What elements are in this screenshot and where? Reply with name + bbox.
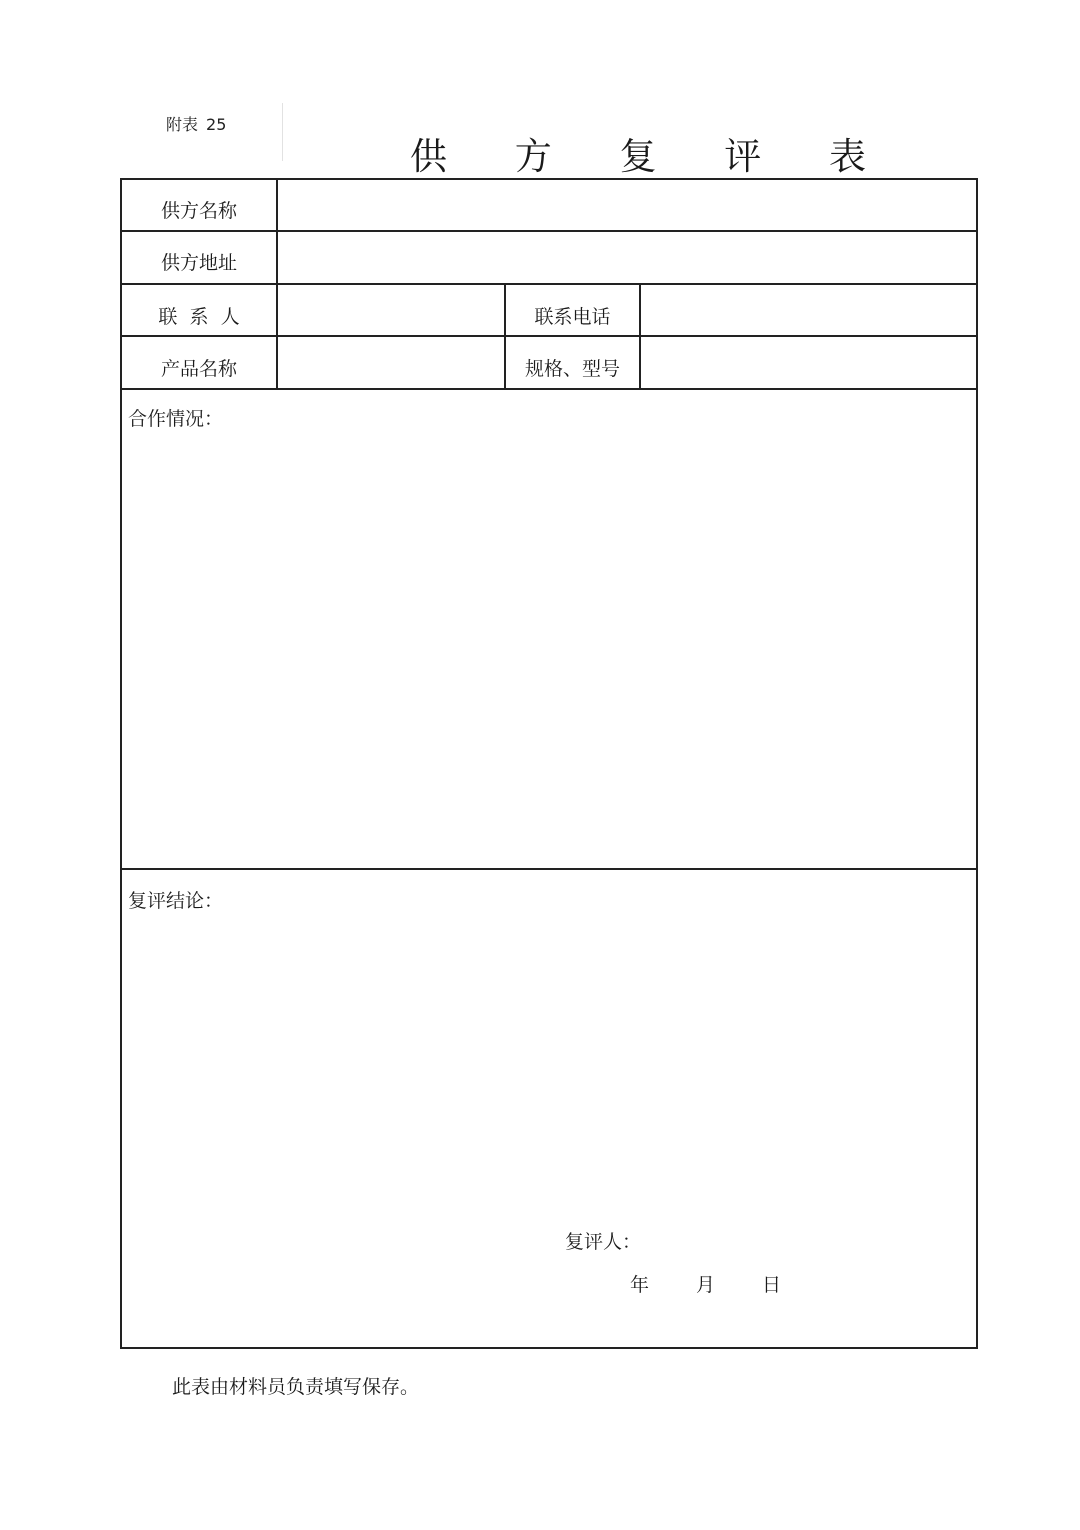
reviewer-label: 复评人： xyxy=(565,1231,642,1253)
page-title: 供 方 复 评 表 xyxy=(410,135,895,178)
contact-phone-field[interactable] xyxy=(641,285,976,335)
supplier-name-field[interactable] xyxy=(278,180,976,230)
header-divider xyxy=(282,103,283,161)
cooperation-field[interactable] xyxy=(122,430,976,866)
product-name-label: 产品名称 xyxy=(160,358,237,380)
supplier-address-field[interactable] xyxy=(278,232,976,283)
spec-model-field[interactable] xyxy=(641,337,976,388)
cooperation-label: 合作情况： xyxy=(128,408,224,430)
conclusion-label: 复评结论： xyxy=(128,890,224,912)
spec-model-label: 规格、型号 xyxy=(524,358,620,380)
supplier-name-label: 供方名称 xyxy=(160,200,237,222)
appendix-label-text: 附表 xyxy=(166,115,199,134)
contact-phone-label: 联系电话 xyxy=(534,306,611,328)
appendix-label xyxy=(166,112,226,135)
conclusion-field[interactable] xyxy=(122,912,976,1212)
row-divider-4 xyxy=(120,388,978,390)
footer-note: 此表由材料员负责填写保存。 xyxy=(172,1376,420,1398)
section-divider xyxy=(120,868,978,870)
date-year: 年 xyxy=(630,1274,650,1296)
contact-person-field[interactable] xyxy=(278,285,504,335)
date-day: 日 xyxy=(762,1274,782,1296)
appendix-number: 25 xyxy=(206,115,227,134)
supplier-address-label: 供方地址 xyxy=(160,252,237,274)
product-name-field[interactable] xyxy=(278,337,504,388)
date-month: 月 xyxy=(696,1274,716,1296)
contact-person-label: 联 系 人 xyxy=(158,306,240,328)
